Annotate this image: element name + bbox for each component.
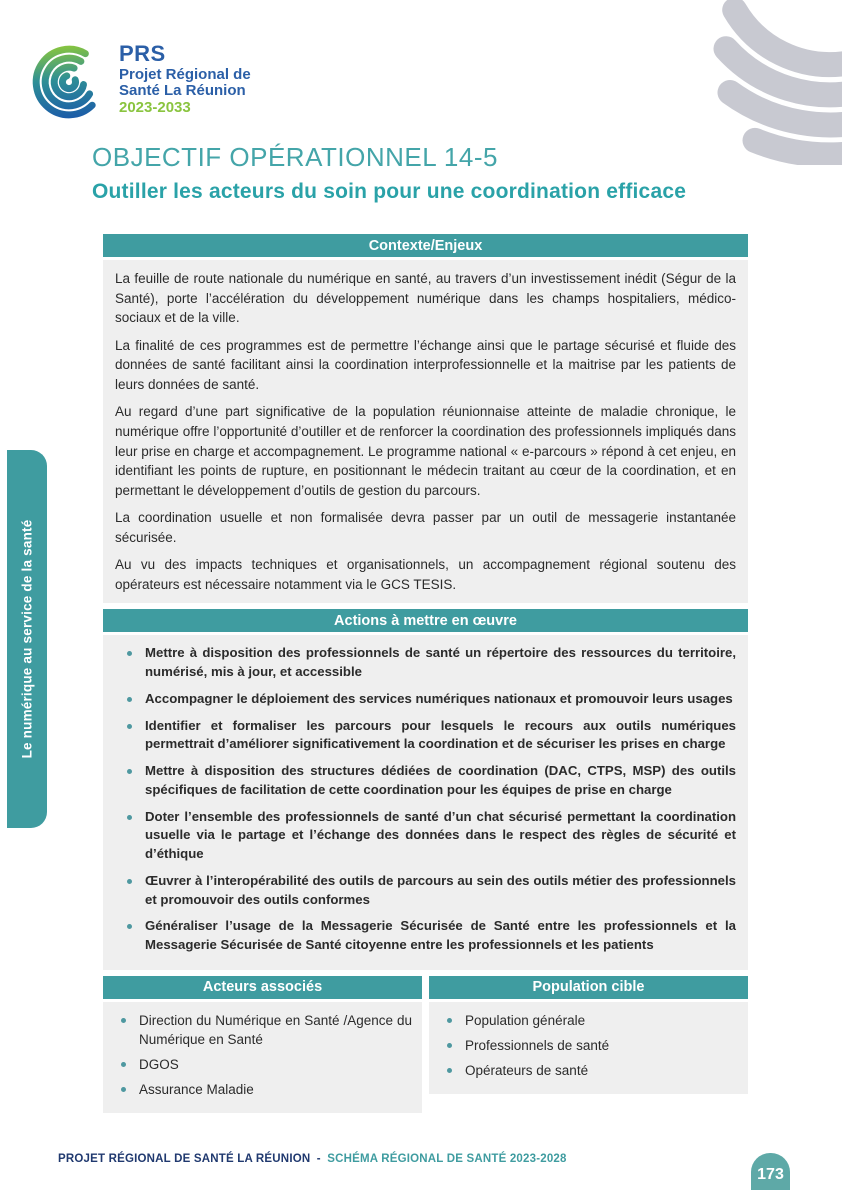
- objective-title: Outiller les acteurs du soin pour une coordination efficace: [92, 180, 687, 203]
- chapter-side-tab-label: Le numérique au service de la santé: [19, 519, 35, 759]
- logo-line1: Projet Régional de: [119, 65, 251, 83]
- objective-number-title: OBJECTIF OPÉRATIONNEL 14-5: [92, 142, 498, 172]
- page-number-badge: 173: [751, 1153, 790, 1190]
- population-section-header: Population cible: [429, 976, 748, 999]
- actors-column: [103, 976, 422, 1114]
- actions-list: [115, 644, 736, 954]
- action-list-item: Mettre à disposition des structures dédiées de coordination (DAC, CTPS, MSP) des outils spécifiques de facilitation de cette coordination pour les équipes de prise en charge: [115, 762, 736, 799]
- logo-line2: Santé La Réunion: [119, 82, 246, 100]
- prs-swirl-icon: [28, 32, 110, 132]
- actor-list-item: Assurance Maladie: [109, 1080, 412, 1099]
- footer-schema-title: SCHÉMA RÉGIONAL DE SANTÉ 2023-2028: [327, 1153, 567, 1165]
- bottom-row: [103, 976, 748, 1114]
- footer: [58, 1153, 567, 1165]
- population-column: [429, 976, 748, 1094]
- logo-years: 2023-2033: [119, 99, 191, 117]
- population-list-item: Opérateurs de santé: [435, 1061, 738, 1080]
- action-list-item: Généraliser l’usage de la Messagerie Sécurisée de Santé entre les professionnels et la Messagerie Sécurisée de Santé citoyenne entre les professionnels et les patients: [115, 917, 736, 954]
- footer-separator: -: [316, 1153, 321, 1165]
- action-list-item: Doter l’ensemble des professionnels de santé d’un chat sécurisé permettant la coordination usuelle via le partage et l’échange des données dans le respect des règles de sécurité et d’éthique: [115, 808, 736, 864]
- population-section-body: [429, 1002, 748, 1094]
- population-list-item: Professionnels de santé: [435, 1036, 738, 1055]
- actors-section-header: Acteurs associés: [103, 976, 422, 999]
- context-paragraph: Au vu des impacts techniques et organisationnels, un accompagnement régional soutenu des opérateurs est nécessaire notamment via le GCS TESIS.: [115, 557, 736, 592]
- prs-logo: [28, 32, 251, 132]
- context-section-header: Contexte/Enjeux: [103, 234, 748, 257]
- main-content: [92, 142, 748, 1113]
- logo-acronym: PRS: [119, 41, 166, 66]
- population-list-item: Population générale: [435, 1011, 738, 1030]
- prs-logo-text: [119, 32, 251, 117]
- actor-list-item: DGOS: [109, 1055, 412, 1074]
- actions-section-header: Actions à mettre en œuvre: [103, 609, 748, 632]
- footer-document-title: PROJET RÉGIONAL DE SANTÉ LA RÉUNION: [58, 1153, 311, 1165]
- actors-list: [109, 1011, 412, 1100]
- corner-swirl-decoration: [660, 0, 842, 165]
- context-paragraph: La finalité de ces programmes est de permettre l’échange ainsi que le partage sécurisé et fluide des données de santé facilitant ainsi la coordination interprofessionnelle et la maitrise par les patients de leurs données de santé.: [115, 337, 736, 392]
- context-paragraph: Au regard d’une part significative de la population réunionnaise atteinte de maladie chronique, le numérique offre l’opportunité d’outiller et de renforcer la coordination des professionnels impliqués dans leur prise en charge et accompagnement. Le programme national « e-parcours » répond à cet enjeu, en identifiant les points de rupture, en positionnant le médecin traitant au cœur de la coordination, et en permettant le développement d’outils de gestion du parcours.: [115, 404, 736, 498]
- context-section-body: [103, 260, 748, 603]
- action-list-item: Œuvrer à l’interopérabilité des outils de parcours au sein des outils métier des professionnels et promouvoir des outils conformes: [115, 872, 736, 909]
- actor-list-item: Direction du Numérique en Santé /Agence du Numérique en Santé: [109, 1011, 412, 1049]
- context-paragraph: La coordination usuelle et non formalisée devra passer par un outil de messagerie instantanée sécurisée.: [115, 510, 736, 545]
- action-list-item: Mettre à disposition des professionnels de santé un répertoire des ressources du territoire, numérisé, mis à jour, et accessible: [115, 644, 736, 681]
- chapter-side-tab: [7, 450, 47, 828]
- actions-section-body: [103, 635, 748, 969]
- actors-section-body: [103, 1002, 422, 1114]
- context-paragraph: La feuille de route nationale du numérique en santé, au travers d’un investissement inédit (Ségur de la Santé), porte l’accélération du développement numérique dans les champs hospitaliers, médico-sociaux et de la ville.: [115, 271, 736, 326]
- action-list-item: Accompagner le déploiement des services numériques nationaux et promouvoir leurs usages: [115, 690, 736, 709]
- corner-swirl-icon: [660, 0, 842, 165]
- population-list: [435, 1011, 738, 1080]
- action-list-item: Identifier et formaliser les parcours pour lesquels le recours aux outils numériques permettrait d’améliorer significativement la coordination et de sécuriser les prises en charge: [115, 717, 736, 754]
